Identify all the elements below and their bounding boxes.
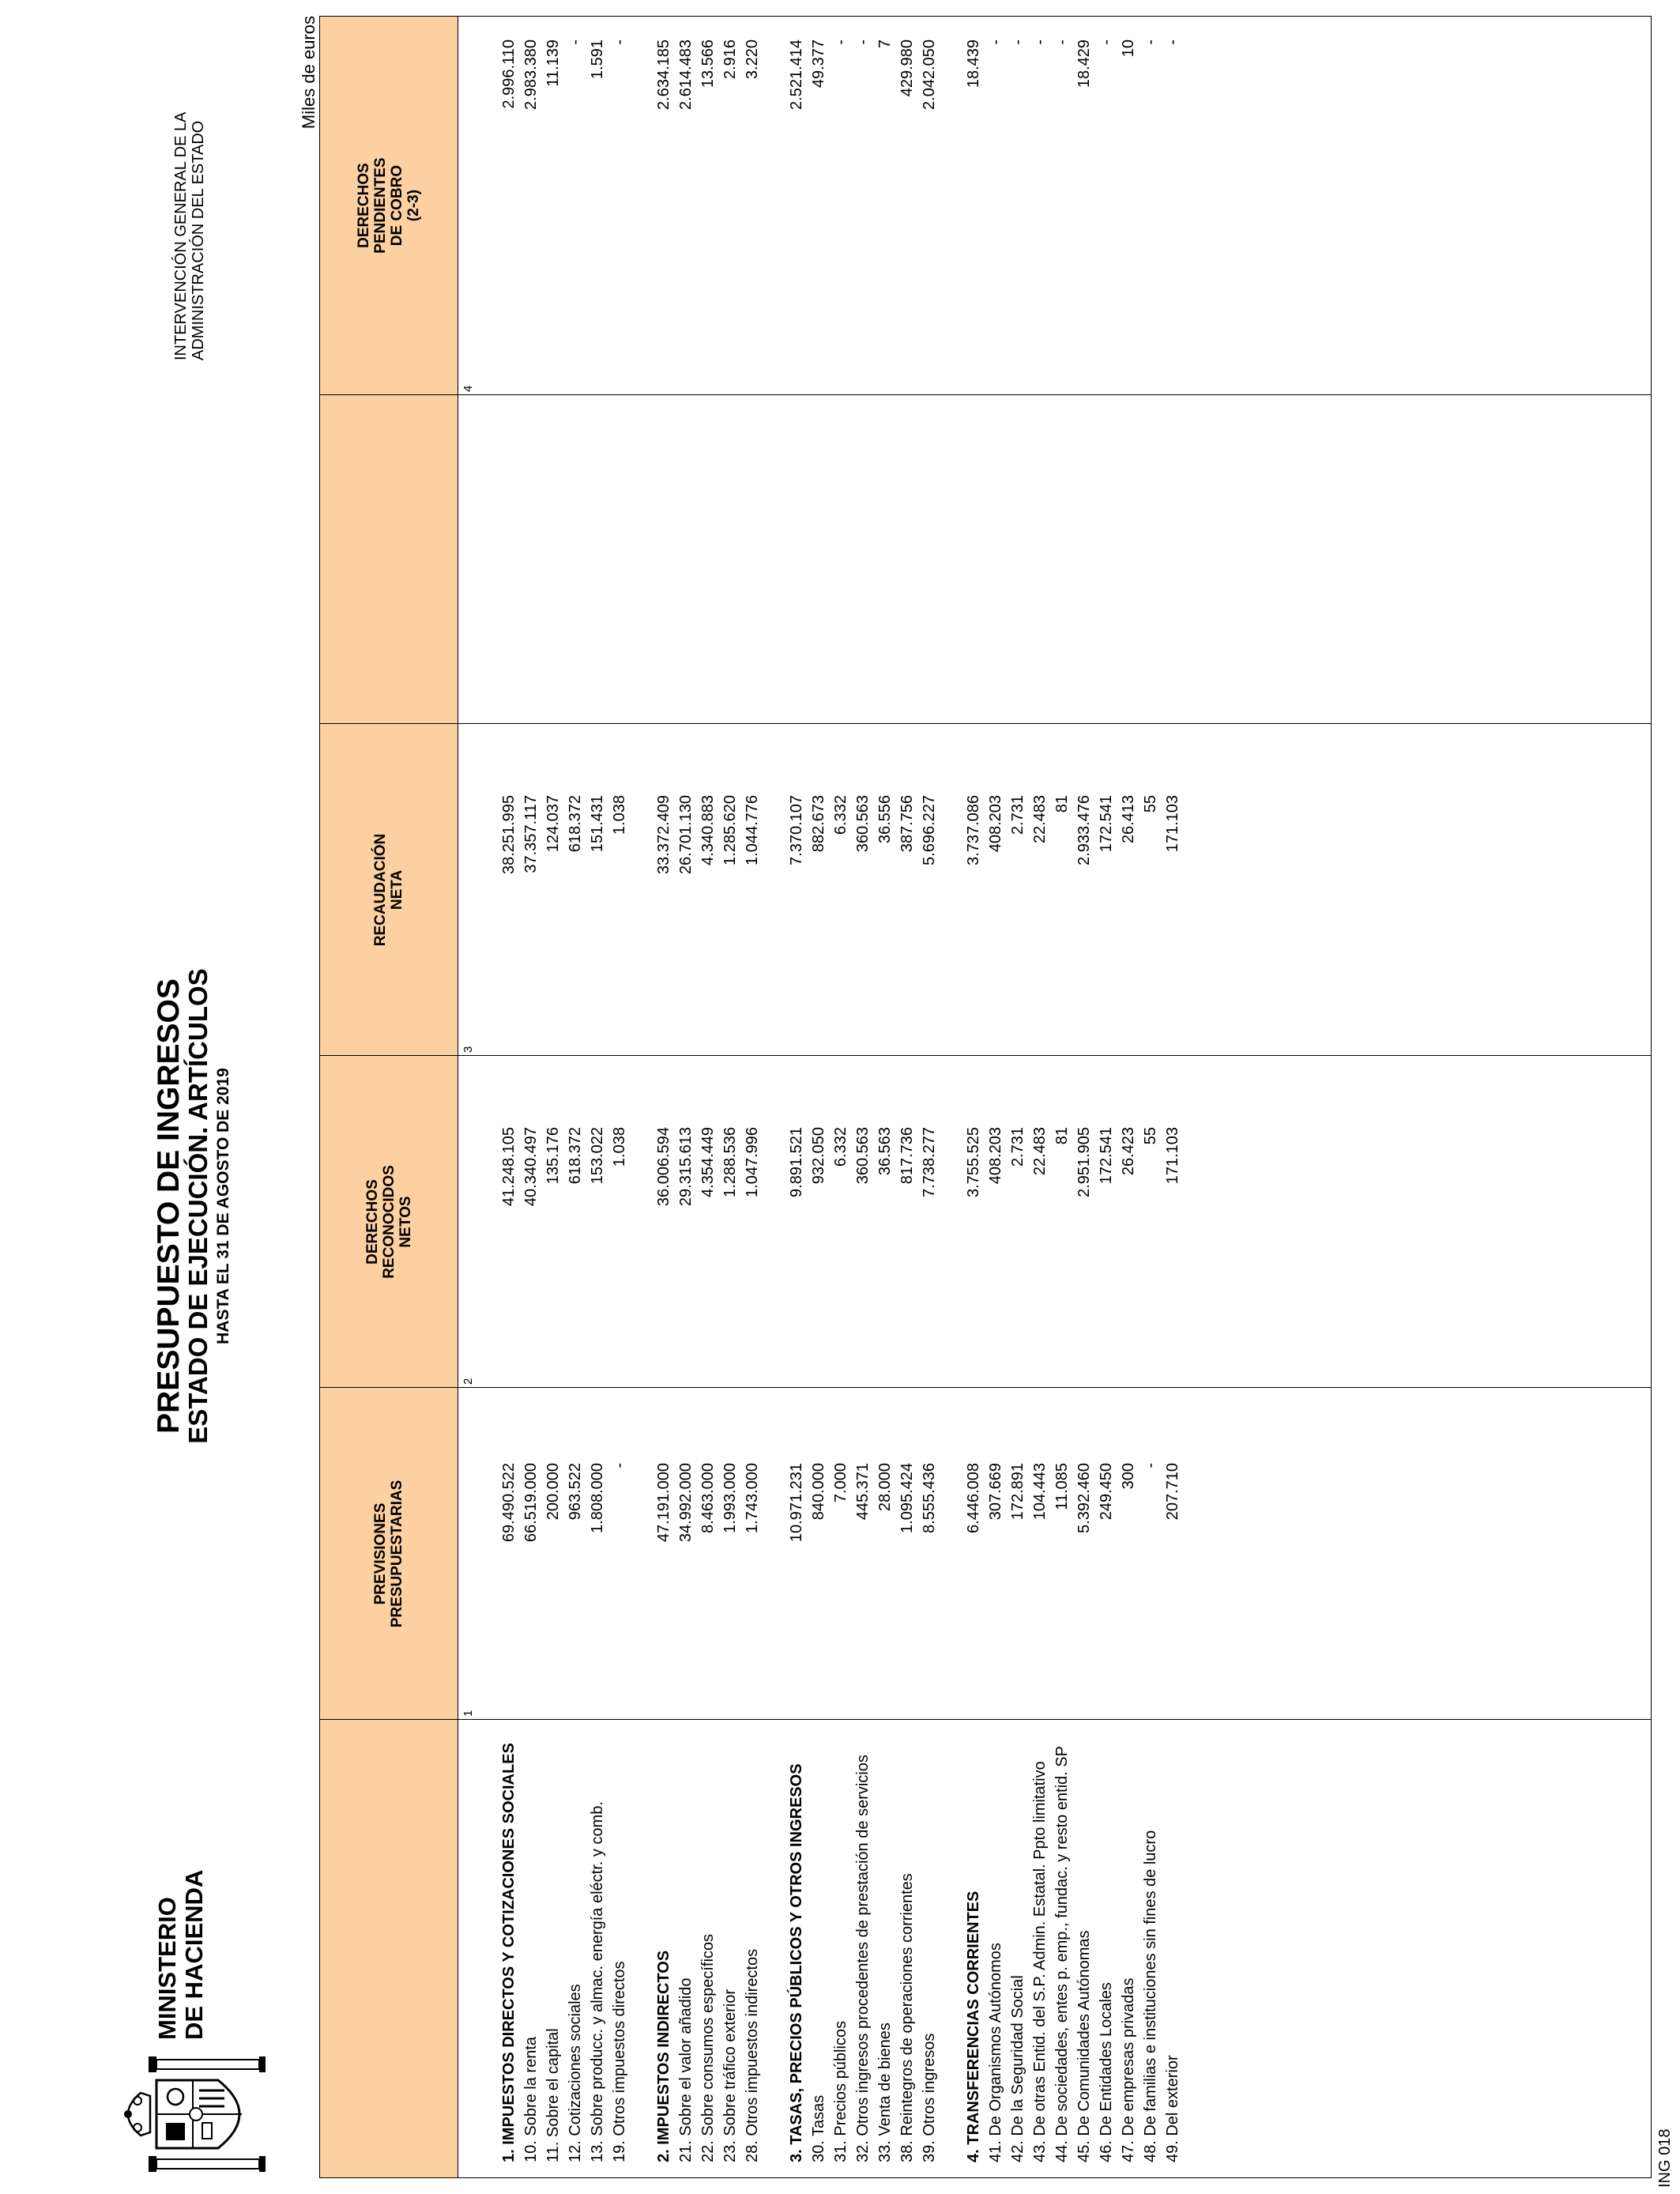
ministry-line-1: MINISTERIO <box>153 1897 181 2040</box>
row-label: 22. Sobre consumos específicos <box>699 1933 717 2162</box>
table-row <box>675 16 697 2178</box>
column-header-pendientes <box>319 16 458 395</box>
table-row <box>874 16 896 2178</box>
row-label: 1. IMPUESTOS DIRECTOS Y COTIZACIONES SOCIALES <box>500 1743 518 2162</box>
cell-derechos-reconocidos: 171.103 <box>1164 1127 1181 1185</box>
column-header-line: RECONOCIDOS <box>380 1165 397 1279</box>
table-row-total <box>498 16 520 2178</box>
row-label: 28. Otros impuestos indirectos <box>744 1948 761 2162</box>
row-label: 43. De otras Entid. del S.P. Admin. Estatal. Ppto limitativo <box>1031 1761 1049 2162</box>
cell-recaudacion: 2.933.476 <box>1075 795 1093 865</box>
cell-recaudacion: 408.203 <box>987 795 1004 853</box>
cell-recaudacion: 26.701.130 <box>677 795 695 875</box>
cell-previsiones: 307.669 <box>987 1463 1004 1521</box>
cell-derechos-reconocidos: 1.038 <box>611 1127 628 1167</box>
cell-recaudacion: 618.372 <box>567 795 584 853</box>
cell-derechos-reconocidos: 9.891.521 <box>788 1127 805 1197</box>
cell-previsiones: 840.000 <box>810 1463 827 1521</box>
cell-previsiones: 7.000 <box>832 1463 849 1503</box>
cell-pendientes: - <box>1164 40 1181 45</box>
cell-recaudacion: 55 <box>1142 795 1159 813</box>
cell-recaudacion: 387.756 <box>898 795 916 853</box>
column-header-line: NETA <box>389 869 405 910</box>
cell-pendientes: 10 <box>1120 40 1137 58</box>
row-label: 10. Sobre la renta <box>522 2037 540 2162</box>
row-label: 4. TRANSFERENCIAS CORRIENTES <box>965 1891 982 2162</box>
coat-of-arms-icon <box>117 2055 275 2173</box>
cell-pendientes: 18.429 <box>1075 40 1093 89</box>
cell-derechos-reconocidos: 22.483 <box>1031 1127 1049 1176</box>
cell-derechos-reconocidos: 135.176 <box>544 1127 562 1185</box>
cell-recaudacion: 22.483 <box>1031 795 1049 844</box>
cell-derechos-reconocidos: 2.731 <box>1009 1127 1026 1167</box>
cell-pendientes: 2.983.380 <box>522 40 540 110</box>
cell-recaudacion: 26.413 <box>1120 795 1137 844</box>
table-row <box>741 16 763 2178</box>
cell-recaudacion: 3.737.086 <box>965 795 982 865</box>
cell-derechos-reconocidos: 41.248.105 <box>500 1127 518 1207</box>
column-number: 1 <box>461 1710 475 1717</box>
report-titles <box>154 850 235 1562</box>
column-number: 3 <box>461 1046 475 1053</box>
table-row <box>985 16 1007 2178</box>
cell-previsiones: 1.743.000 <box>744 1463 761 1533</box>
cell-derechos-reconocidos: 36.006.594 <box>655 1127 672 1207</box>
cell-pendientes: - <box>611 40 628 45</box>
cell-pendientes: 429.980 <box>898 40 916 97</box>
intervention-line-2: ADMINISTRACIÓN DEL ESTADO <box>190 120 207 360</box>
table-row <box>1139 16 1162 2178</box>
cell-previsiones: 69.490.522 <box>500 1463 518 1543</box>
cell-derechos-reconocidos: 1.288.536 <box>721 1127 739 1197</box>
row-label: 42. De la Seguridad Social <box>1009 1975 1026 2162</box>
cell-recaudacion: 36.556 <box>876 795 894 844</box>
cell-derechos-reconocidos: 81 <box>1053 1127 1071 1145</box>
row-label: 23. Sobre tráfico exterior <box>721 1989 739 2162</box>
table-row <box>852 16 874 2178</box>
column-header-line: NETOS <box>397 1196 414 1248</box>
cell-derechos-reconocidos: 817.736 <box>898 1127 916 1185</box>
table-row <box>719 16 741 2178</box>
cell-pendientes: - <box>832 40 849 45</box>
cell-previsiones: 104.443 <box>1031 1463 1049 1521</box>
column-header-line: PRESUPUESTARIAS <box>389 1480 405 1628</box>
table-row <box>918 16 940 2178</box>
table-row <box>608 16 631 2178</box>
cell-recaudacion: 151.431 <box>589 795 606 853</box>
cell-previsiones: 66.519.000 <box>522 1463 540 1543</box>
cell-pendientes: - <box>987 40 1004 45</box>
units-label: Miles de euros <box>299 16 318 130</box>
cell-pendientes: 2.042.050 <box>921 40 938 110</box>
cell-pendientes: - <box>1142 40 1159 45</box>
cell-derechos-reconocidos: 360.563 <box>854 1127 872 1185</box>
row-label: 45. De Comunidades Autónomas <box>1075 1930 1093 2162</box>
cell-recaudacion: 124.037 <box>544 795 562 853</box>
cell-previsiones: 445.371 <box>854 1463 872 1521</box>
ministry-line-2: DE HACIENDA <box>180 1869 208 2040</box>
cell-pendientes: 2.916 <box>721 40 739 80</box>
cell-derechos-reconocidos: 618.372 <box>567 1127 584 1185</box>
cell-derechos-reconocidos: 408.203 <box>987 1127 1004 1185</box>
cell-derechos-reconocidos: 172.541 <box>1098 1127 1115 1185</box>
cell-previsiones: 10.971.231 <box>788 1463 805 1543</box>
cell-derechos-reconocidos: 55 <box>1142 1127 1159 1145</box>
row-label: 21. Sobre el valor añadido <box>677 1977 695 2162</box>
table-row <box>1095 16 1117 2178</box>
page-title: PRESUPUESTO DE INGRESOS <box>152 978 186 1434</box>
cell-pendientes: 7 <box>876 40 894 49</box>
page-subtitle: ESTADO DE EJECUCIÓN. ARTÍCULOS <box>183 968 213 1444</box>
cell-previsiones: 8.555.436 <box>921 1463 938 1533</box>
column-header-line: DE COBRO <box>389 164 405 247</box>
cell-previsiones: 11.085 <box>1053 1463 1071 1510</box>
column-number: 2 <box>461 1378 475 1385</box>
cell-previsiones: 249.450 <box>1098 1463 1115 1521</box>
form-code: ING 018 <box>1656 2128 1674 2188</box>
cell-pendientes: 2.996.110 <box>500 40 518 109</box>
cell-pendientes: 2.634.185 <box>655 40 672 110</box>
cell-previsiones: 8.463.000 <box>699 1463 717 1533</box>
cell-derechos-reconocidos: 932.050 <box>810 1127 827 1185</box>
row-label: 11. Sobre el capital <box>544 2028 562 2162</box>
cell-recaudacion: 172.541 <box>1098 795 1115 853</box>
cell-pendientes: 1.591 <box>589 40 606 80</box>
cell-previsiones: 207.710 <box>1164 1463 1181 1521</box>
cell-previsiones: 47.191.000 <box>655 1463 672 1543</box>
column-header-line: DERECHOS <box>356 163 372 248</box>
cell-previsiones: 963.522 <box>567 1463 584 1521</box>
cell-previsiones: 34.992.000 <box>677 1463 695 1543</box>
cell-derechos-reconocidos: 26.423 <box>1120 1127 1137 1176</box>
cell-recaudacion: 1.285.620 <box>721 795 739 865</box>
row-label: 47. De empresas privadas <box>1120 1977 1137 2162</box>
table-row <box>1029 16 1051 2178</box>
column-number: 4 <box>461 385 475 392</box>
column-header-line: (2-3) <box>405 189 422 222</box>
cell-recaudacion: 1.044.776 <box>744 795 761 865</box>
cell-pendientes: 13.566 <box>699 40 717 89</box>
column-header-derechos-reconocidos <box>319 1056 458 1388</box>
cell-recaudacion: 6.332 <box>832 795 849 835</box>
cell-recaudacion: 5.696.227 <box>921 795 938 865</box>
cell-previsiones: 300 <box>1120 1463 1137 1490</box>
row-label: 30. Tasas <box>810 2094 827 2162</box>
row-label: 13. Sobre producc. y almac. energía eléctr. y comb. <box>589 1801 606 2162</box>
table-row-total <box>653 16 675 2178</box>
row-label: 3. TASAS, PRECIOS PÚBLICOS Y OTROS INGRESOS <box>788 1763 805 2162</box>
row-label: 33. Venta de bienes <box>876 2022 894 2162</box>
cell-pendientes: - <box>1098 40 1115 45</box>
row-label: 12. Cotizaciones sociales <box>567 1984 584 2162</box>
row-label: 2. IMPUESTOS INDIRECTOS <box>655 1950 672 2162</box>
cell-previsiones: 1.808.000 <box>589 1463 606 1533</box>
cell-derechos-reconocidos: 4.354.449 <box>699 1127 717 1197</box>
cell-pendientes: 3.220 <box>744 40 761 80</box>
ministry-name <box>154 1870 208 2040</box>
row-label: 39. Otros ingresos <box>921 2033 938 2162</box>
cell-pendientes: - <box>1009 40 1026 45</box>
table-row <box>1162 16 1184 2178</box>
intervention-label <box>172 111 207 360</box>
cell-recaudacion: 37.357.117 <box>522 795 540 873</box>
row-label: 46. De Entidades Locales <box>1098 1982 1115 2162</box>
row-label: 48. De familias e instituciones sin fines de lucro <box>1142 1830 1159 2162</box>
table-row <box>542 16 564 2178</box>
cell-recaudacion: 33.372.409 <box>655 795 672 875</box>
cell-pendientes: 11.139 <box>544 40 562 87</box>
cell-recaudacion: 171.103 <box>1164 795 1181 853</box>
table-row <box>808 16 830 2178</box>
table-row <box>520 16 542 2178</box>
table-row <box>564 16 586 2178</box>
row-label: 32. Otros ingresos procedentes de prestación de servicios <box>854 1755 872 2162</box>
cell-recaudacion: 38.251.995 <box>500 795 518 875</box>
table-row <box>586 16 608 2178</box>
table-row <box>830 16 852 2178</box>
cell-pendientes: - <box>1053 40 1071 45</box>
table-row <box>1051 16 1073 2178</box>
table-row <box>896 16 918 2178</box>
cell-pendientes: 18.439 <box>965 40 982 89</box>
table-row <box>697 16 719 2178</box>
column-header-line: RECAUDACIÓN <box>372 833 389 947</box>
cell-pendientes: 49.377 <box>810 40 827 89</box>
table-row-total <box>785 16 808 2178</box>
row-label: 44. De sociedades, entes p. emp., fundac. y resto entid. SP <box>1053 1746 1071 2162</box>
cell-previsiones: 1.993.000 <box>721 1463 739 1533</box>
cell-previsiones: 1.095.424 <box>898 1463 916 1533</box>
row-label: 41. De Organismos Autónomos <box>987 1943 1004 2162</box>
cell-derechos-reconocidos: 6.332 <box>832 1127 849 1167</box>
cell-derechos-reconocidos: 40.340.497 <box>522 1127 540 1207</box>
cell-previsiones: 172.891 <box>1009 1463 1026 1521</box>
cell-previsiones: - <box>611 1463 628 1468</box>
cell-derechos-reconocidos: 36.563 <box>876 1127 894 1176</box>
cell-recaudacion: 4.340.883 <box>699 795 717 865</box>
cell-pendientes: - <box>854 40 872 45</box>
row-label: 38. Reintegros de operaciones corrientes <box>898 1873 916 2162</box>
cell-previsiones: 5.392.460 <box>1075 1463 1093 1533</box>
column-header-recaudacion <box>319 724 458 1056</box>
cell-derechos-reconocidos: 2.951.905 <box>1075 1127 1093 1197</box>
cell-derechos-reconocidos: 153.022 <box>589 1127 606 1185</box>
table-row-total <box>962 16 985 2178</box>
cell-derechos-reconocidos: 7.738.277 <box>921 1127 938 1197</box>
column-header-previsiones <box>319 1388 458 1720</box>
cell-recaudacion: 882.673 <box>810 795 827 853</box>
cell-pendientes: 2.614.483 <box>677 40 695 110</box>
table-row <box>1117 16 1139 2178</box>
cell-previsiones: - <box>1142 1463 1159 1468</box>
cell-previsiones: 200.000 <box>544 1463 562 1521</box>
column-header-line: PREVISIONES <box>372 1502 389 1605</box>
cell-recaudacion: 81 <box>1053 795 1071 813</box>
cell-recaudacion: 1.038 <box>611 795 628 835</box>
cell-pendientes: - <box>567 40 584 45</box>
cell-previsiones: 28.000 <box>876 1463 894 1512</box>
cell-pendientes: - <box>1031 40 1049 45</box>
column-header-line: DERECHOS <box>363 1179 381 1265</box>
cell-pendientes: 2.521.414 <box>788 40 805 110</box>
intervention-line-1: INTERVENCIÓN GENERAL DE LA <box>172 111 190 360</box>
cell-previsiones: 6.446.008 <box>965 1463 982 1533</box>
cell-derechos-reconocidos: 3.755.525 <box>965 1127 982 1197</box>
row-label: 19. Otros impuestos directos <box>611 1961 628 2162</box>
table-row <box>1073 16 1095 2178</box>
column-header-line: PENDIENTES <box>372 157 389 254</box>
cell-recaudacion: 7.370.107 <box>788 795 805 865</box>
row-label: 31. Precios públicos <box>832 2021 849 2162</box>
cell-derechos-reconocidos: 29.315.613 <box>677 1127 695 1207</box>
report-date: HASTA EL 31 DE AGOSTO DE 2019 <box>214 1068 232 1344</box>
table-row <box>1007 16 1029 2178</box>
row-label: 49. Del exterior <box>1164 2055 1181 2162</box>
cell-recaudacion: 360.563 <box>854 795 872 853</box>
cell-recaudacion: 2.731 <box>1009 795 1026 835</box>
cell-derechos-reconocidos: 1.047.996 <box>744 1127 761 1197</box>
